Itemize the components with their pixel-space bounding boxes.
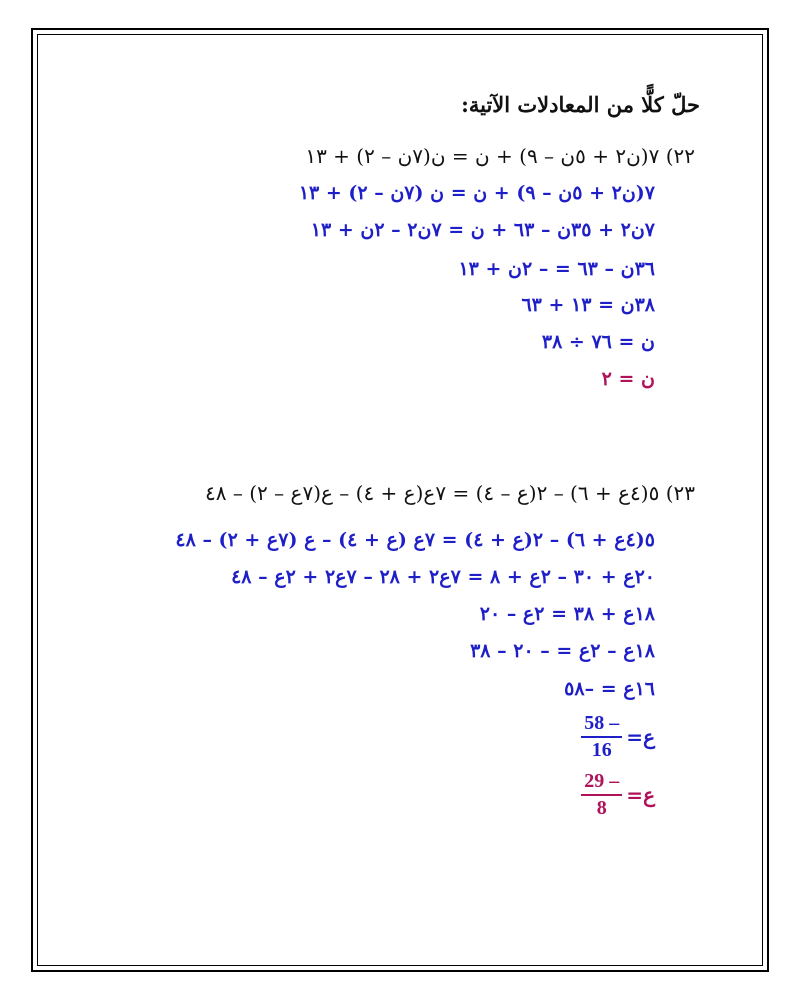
p22-step-2: ٧ن٢ + ٣٥ن – ٦٣ + ن = ٧ن٢ – ٢ن + ١٣ [310, 219, 655, 241]
p22-step-3: ٣٦ن – ٦٣ = – ٢ن + ١٣ [458, 258, 655, 280]
p23-answer-numerator: – 29 [581, 770, 622, 796]
p23-step-4: ١٨ع – ٢ع = – ٢٠ – ٣٨ [470, 640, 655, 662]
p23-step-5: ١٦ع = –٥٨ [564, 678, 655, 700]
p23-fraction-equals: = [626, 724, 644, 749]
problem-22 [305, 143, 695, 169]
p23-fraction [581, 712, 622, 761]
p23-answer-fraction [575, 770, 655, 819]
p23-answer-variable: ع [643, 782, 655, 807]
p23-fraction-step [575, 712, 655, 761]
problem-22-number: ٢٢) [665, 144, 695, 168]
p23-answer-equals: = [626, 782, 644, 807]
problem-23-number: ٢٣) [665, 481, 695, 505]
problem-23-equation: ٥(٤ع + ٦) – ٢(ع – ٤) = ٧ع(ع + ٤) – ع(٧ع – ٢) – ٤٨ [205, 481, 660, 505]
p23-fraction-denominator: 16 [591, 739, 612, 761]
problem-23 [205, 480, 695, 506]
problem-22-equation: ٧(ن٢ + ٥ن – ٩) + ن = ن(٧ن – ٢) + ١٣ [305, 144, 660, 168]
p22-step-1: ٧(ن٢ + ٥ن – ٩) + ن = ن (٧ن – ٢) + ١٣ [298, 182, 655, 204]
p23-answer [581, 770, 622, 819]
p22-step-5: ن = ٧٦ ÷ ٣٨ [541, 331, 655, 353]
p23-step-1: ٥(٤ع + ٦) – ٢(ع + ٤) = ٧ع (ع + ٤) – ع (٧ع + ٢) – ٤٨ [175, 529, 655, 551]
p23-step-3: ١٨ع + ٣٨ = ٢ع – ٢٠ [479, 603, 655, 625]
p23-fraction-variable: ع [643, 724, 655, 749]
page-heading: حلّ كلًّا من المعادلات الآتية: [461, 92, 700, 117]
p22-step-4: ٣٨ن = ١٣ + ٦٣ [521, 294, 655, 316]
p23-answer-denominator: 8 [596, 797, 607, 819]
p22-answer: ن = ٢ [601, 368, 655, 390]
p23-step-2: ٢٠ع + ٣٠ – ٢ع + ٨ = ٧ع٢ + ٢٨ – ٧ع٢ + ٢ع – ٤٨ [231, 566, 655, 588]
p23-fraction-numerator: – 58 [581, 712, 622, 738]
